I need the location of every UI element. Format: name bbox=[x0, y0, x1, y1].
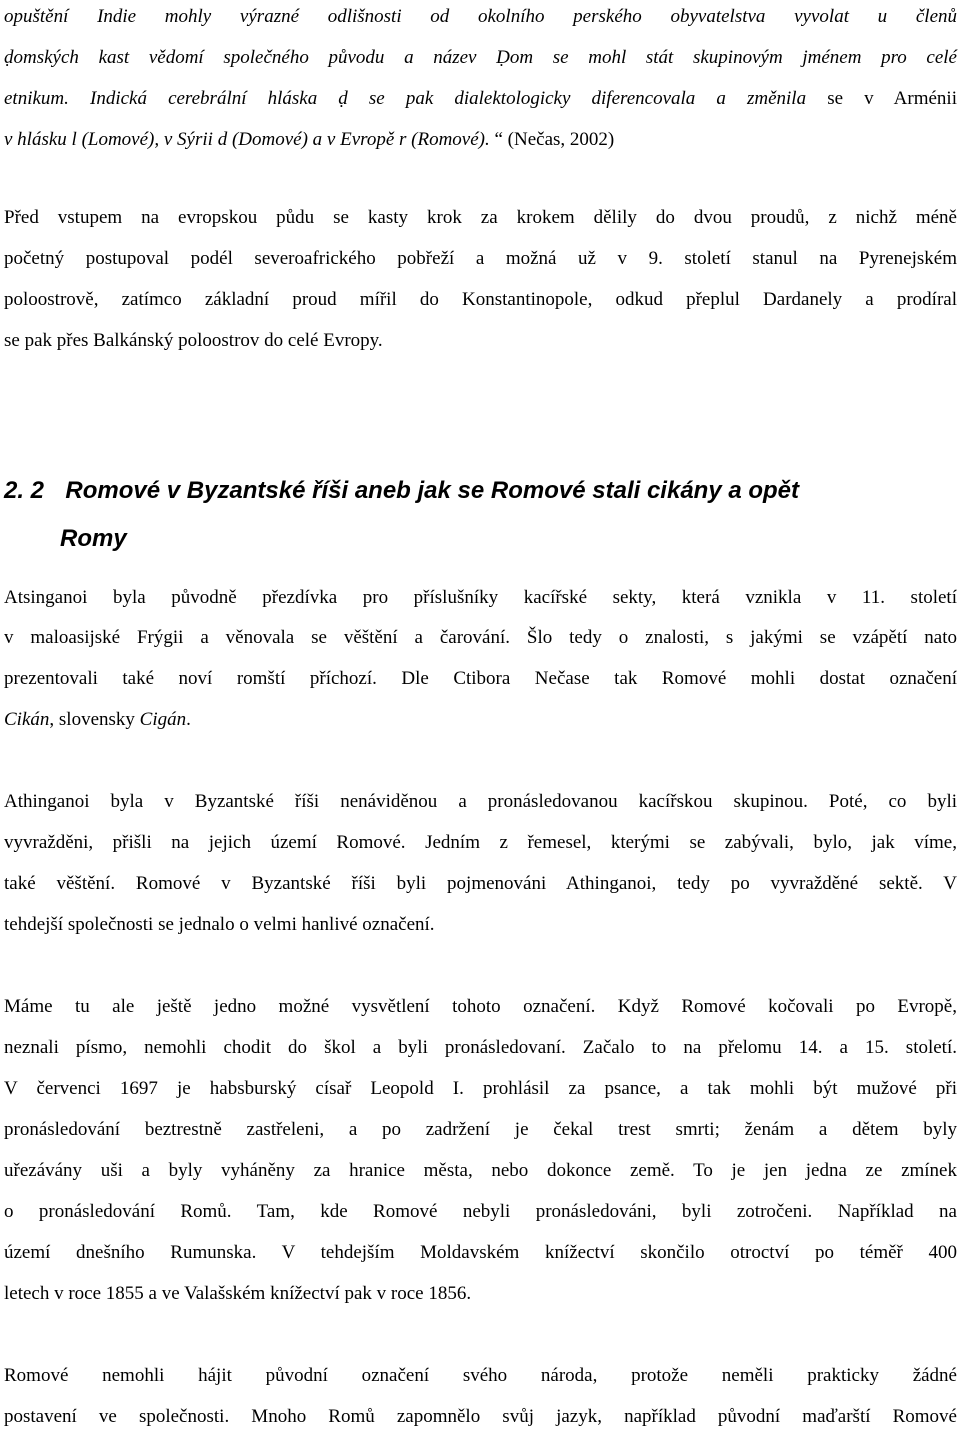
paragraph-text: pronásledování beztrestně zastřeleni, a po zadržení je čekal trest smrti; ženám a dětem byly bbox=[4, 1119, 957, 1140]
paragraph-4-line-7 bbox=[4, 1240, 957, 1266]
paragraph-text: Athinganoi byla v Byzantské říši nenáviděnou a pronásledovanou kacířskou skupinou. Poté, co byli bbox=[4, 791, 957, 812]
paragraph-text: také věštění. Romové v Byzantské říši byli pojmenováni Athinganoi, tedy po vyvražděné sektě. V bbox=[4, 873, 957, 894]
paragraph-4-line-2 bbox=[4, 1035, 957, 1061]
intro-text: opuštění Indie mohly výrazné odlišnosti od okolního perského obyvatelstva vyvolat u členů bbox=[4, 6, 957, 27]
paragraph-text: Romové nemohli hájit původní označení svého národa, protože neměli prakticky žádné bbox=[4, 1365, 957, 1386]
section-heading-line-2 bbox=[60, 524, 127, 554]
section-heading bbox=[4, 476, 799, 506]
citation: “ (Nečas, 2002) bbox=[494, 129, 615, 150]
intro-line-3 bbox=[4, 86, 957, 112]
paragraph-text: v maloasijské Frýgii a věnovala se věštění a čarování. Šlo tedy o znalosti, s jakými se vzápětí nato bbox=[4, 627, 957, 648]
paragraph-text: uřezávány uši a byly vyháněny za hranice města, nebo dokonce země. To je jen jedna ze zmínek bbox=[4, 1160, 957, 1181]
paragraph-text: poloostrově, zatímco základní proud mířil do Konstantinopole, odkud přeplul Dardanely a prodíral bbox=[4, 289, 957, 310]
paragraph-3-line-1 bbox=[4, 789, 957, 815]
intro-text: ḍomských kast vědomí společného původu a název Ḍom se mohl stát skupinovým jménem pro celé bbox=[4, 47, 957, 68]
paragraph-text: , slovensky bbox=[49, 709, 140, 730]
term-cikan: Cikán bbox=[4, 709, 50, 730]
paragraph-1-line-3 bbox=[4, 287, 957, 313]
paragraph-1-line-1 bbox=[4, 205, 957, 231]
section-number: 2. 2 bbox=[4, 477, 45, 504]
paragraph-text: . bbox=[186, 709, 191, 730]
paragraph-2-line-3 bbox=[4, 666, 957, 692]
intro-line-1 bbox=[4, 4, 957, 30]
paragraph-4-line-3 bbox=[4, 1076, 957, 1102]
paragraph-4-line-6 bbox=[4, 1199, 957, 1225]
paragraph-text: početný postupoval podél severoafrického pobřeží a možná už v 9. století stanul na Pyrenejském bbox=[4, 248, 957, 269]
paragraph-text: postavení ve společnosti. Mnoho Romů zapomnělo svůj jazyk, například původní maďarští Romové bbox=[4, 1406, 957, 1427]
paragraph-3-line-4 bbox=[4, 912, 957, 938]
paragraph-text: neznali písmo, nemohli chodit do škol a byli pronásledovaní. Začalo to na přelomu 14. a 15. století. bbox=[4, 1037, 957, 1058]
intro-line-4 bbox=[4, 127, 957, 153]
intro-line-2 bbox=[4, 45, 957, 71]
paragraph-text: tehdejší společnosti se jednalo o velmi hanlivé označení. bbox=[4, 914, 435, 935]
paragraph-3-line-3 bbox=[4, 871, 957, 897]
paragraph-3-line-2 bbox=[4, 830, 957, 856]
paragraph-4-line-1 bbox=[4, 994, 957, 1020]
paragraph-4-line-4 bbox=[4, 1117, 957, 1143]
paragraph-text: Atsinganoi byla původně přezdívka pro příslušníky kacířské sekty, která vznikla v 11. století bbox=[4, 587, 957, 608]
paragraph-text: V červenci 1697 je habsburský císař Leopold I. prohlásil za psance, a tak mohli být mužové při bbox=[4, 1078, 957, 1099]
paragraph-4-line-8 bbox=[4, 1281, 957, 1307]
paragraph-text: Máme tu ale ještě jedno možné vysvětlení tohoto označení. Když Romové kočovali po Evropě, bbox=[4, 996, 957, 1017]
section-title: Romové v Byzantské říši aneb jak se Romové stali cikány a opět bbox=[65, 477, 800, 504]
paragraph-text: se pak přes Balkánský poloostrov do celé Evropy. bbox=[4, 330, 383, 351]
paragraph-text: vyvražděni, přišli na jejich území Romové. Jedním z řemesel, kterými se zabývali, bylo, jak víme, bbox=[4, 832, 957, 853]
paragraph-2-line-2 bbox=[4, 625, 957, 651]
intro-text: etnikum. Indická cerebrální hláska ḍ se pak dialektologicky diferencovala a změnila bbox=[4, 88, 807, 109]
term-cigan: Cigán bbox=[139, 709, 187, 730]
paragraph-text: území dnešního Rumunska. V tehdejším Moldavském knížectví skončilo otroctví po téměř 400 bbox=[4, 1242, 957, 1263]
intro-text-plain: se v Arménii bbox=[806, 88, 957, 109]
section-title: Romy bbox=[60, 525, 127, 552]
paragraph-2-line-1 bbox=[4, 585, 957, 611]
paragraph-text: letech v roce 1855 a ve Valašském knížectví pak v roce 1856. bbox=[4, 1283, 472, 1304]
paragraph-2-line-4 bbox=[4, 707, 957, 733]
intro-text: v hlásku l (Lomové), v Sýrii d (Domové) a v Evropě r (Romové). bbox=[4, 129, 495, 150]
paragraph-1-line-2 bbox=[4, 246, 957, 272]
paragraph-1-line-4 bbox=[4, 328, 957, 354]
paragraph-text: o pronásledování Romů. Tam, kde Romové nebyli pronásledováni, byli zotročeni. Například na bbox=[4, 1201, 957, 1222]
paragraph-4-line-5 bbox=[4, 1158, 957, 1184]
paragraph-5-line-1 bbox=[4, 1363, 957, 1389]
paragraph-text: prezentovali také noví romští příchozí. Dle Ctibora Nečase tak Romové mohli dostat označení bbox=[4, 668, 957, 689]
paragraph-text: Před vstupem na evropskou půdu se kasty krok za krokem dělily do dvou proudů, z nichž méně bbox=[4, 207, 957, 228]
paragraph-5-line-2 bbox=[4, 1404, 957, 1430]
